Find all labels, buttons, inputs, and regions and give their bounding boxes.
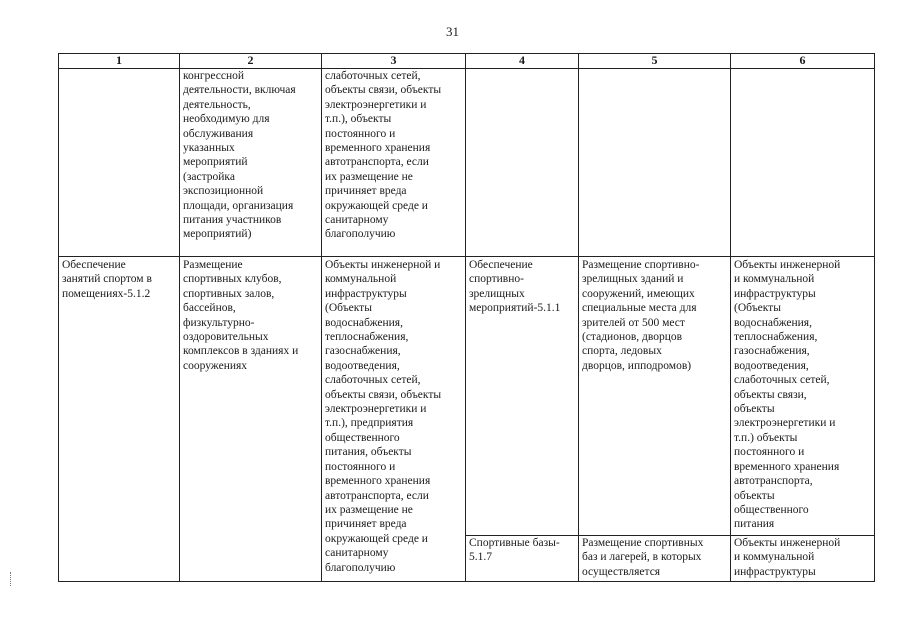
cell-text: конгрессной деятельности, включая деятельность, необходимую для обслуживания указанных мероприятий (застройка экспозиционной площади, организация питания участников мероприятий) bbox=[183, 70, 296, 241]
table-cell bbox=[731, 536, 875, 582]
cell-text: Размещение спортивных клубов, спортивных залов, бассейнов, физкультурно- оздоровительных комплексов в зданиях и сооружениях bbox=[183, 259, 299, 372]
column-header-6: 6 bbox=[731, 54, 875, 69]
table-cell bbox=[579, 69, 731, 257]
table-cell bbox=[466, 69, 579, 257]
cell-text: Размещение спортивно- зрелищных зданий и сооружений, имеющих специальные места для зрителей от 500 мест (стадионов, дворцов спорта, ледовых дворцов, ипподромов) bbox=[582, 259, 700, 372]
table-cell bbox=[322, 257, 466, 582]
column-header-5: 5 bbox=[579, 54, 731, 69]
table-cell bbox=[731, 69, 875, 257]
page-number: 31 bbox=[446, 24, 459, 39]
table-cell bbox=[579, 257, 731, 536]
column-header-3: 3 bbox=[322, 54, 466, 69]
cell-text: Обеспечение занятий спортом в помещениях-5.1.2 bbox=[62, 259, 152, 300]
cell-text: слаботочных сетей, объекты связи, объекты электроэнергетики и т.п.), объекты постоянного и временного хранения автотранспорта, если их размещение не причиняет вреда окружающей среде и санитарному благополучию bbox=[325, 70, 442, 241]
scan-margin-mark bbox=[10, 572, 13, 586]
table-cell bbox=[59, 257, 180, 582]
table-cell bbox=[180, 257, 322, 582]
table-row bbox=[59, 257, 875, 536]
table-cell bbox=[322, 69, 466, 257]
column-header-4: 4 bbox=[466, 54, 579, 69]
table-cell bbox=[466, 536, 579, 582]
column-header-2: 2 bbox=[180, 54, 322, 69]
cell-text: Объекты инженерной и коммунальной инфраструктуры bbox=[734, 537, 841, 578]
table-cell bbox=[579, 536, 731, 582]
cell-text: Объекты инженерной и коммунальной инфраструктуры (Объекты водоснабжения, теплоснабжения, газоснабжения, водоотведения, слаботочных сетей, объекты связи, объекты электроэнергетики и т.п.) объекты постоянного и временного хранения автотранспорта, объекты общественного питания bbox=[734, 259, 841, 531]
table-cell bbox=[731, 257, 875, 536]
column-header-1: 1 bbox=[59, 54, 180, 69]
cell-text: Размещение спортивных баз и лагерей, в которых осуществляется bbox=[582, 537, 704, 578]
table-cell bbox=[59, 69, 180, 257]
cell-text: Спортивные базы- 5.1.7 bbox=[469, 537, 560, 564]
table-header-row bbox=[59, 54, 875, 69]
table-cell bbox=[180, 69, 322, 257]
table-row bbox=[59, 69, 875, 257]
cell-text: Обеспечение спортивно- зрелищных мероприятий-5.1.1 bbox=[469, 259, 561, 315]
cell-text: Объекты инженерной и коммунальной инфраструктуры (Объекты водоснабжения, теплоснабжения, газоснабжения, водоотведения, слаботочных сетей, объекты связи, объекты электроэнергетики и т.п.), предприятия общественного питания, объекты постоянного и временного хранения автотранспорта, если их размещение не причиняет вреда окружающей среде и санитарному благополучию bbox=[325, 259, 442, 574]
land-use-table bbox=[58, 53, 875, 582]
table-cell bbox=[466, 257, 579, 536]
